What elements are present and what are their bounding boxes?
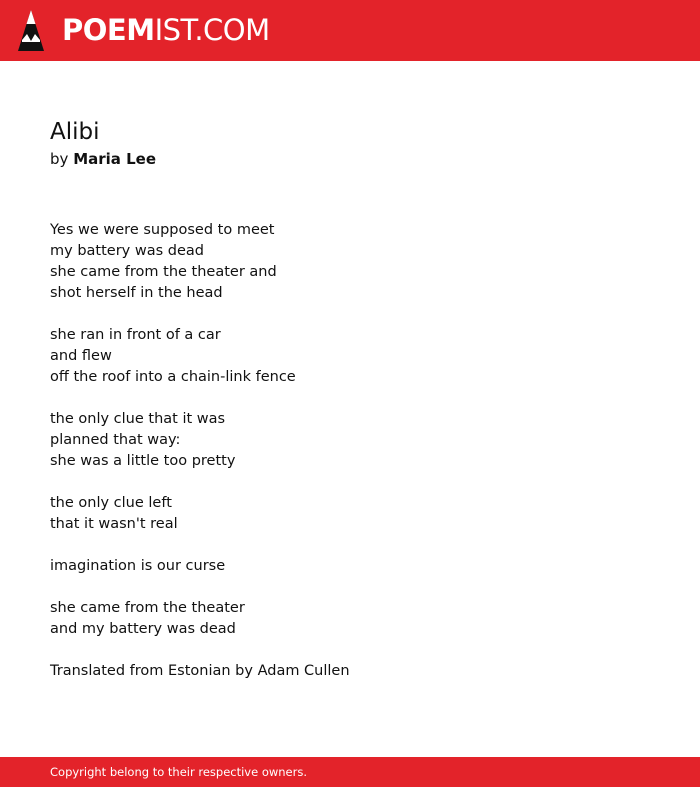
copyright-text: Copyright belong to their respective owners. (50, 765, 308, 779)
poem-content (50, 117, 650, 682)
poem-line: she came from the theater (50, 600, 245, 616)
poem-line: my battery was dead (50, 243, 204, 259)
poem-body (50, 220, 650, 682)
poem-line: Yes we were supposed to meet (50, 222, 275, 238)
logo-text-bold: POEM (62, 13, 155, 47)
poem-line: the only clue left (50, 495, 172, 511)
translator-note: Translated from Estonian by Adam Cullen (50, 663, 350, 679)
poem-line: shot herself in the head (50, 285, 223, 301)
poem-line: and flew (50, 348, 112, 364)
stanza (50, 493, 650, 535)
poem-line: and my battery was dead (50, 621, 236, 637)
stanza (50, 325, 650, 388)
poem-line: imagination is our curse (50, 558, 226, 574)
by-label: by (50, 150, 69, 168)
stanza (50, 598, 650, 640)
poem-line: she was a little too pretty (50, 453, 236, 469)
poem-line: the only clue that it was (50, 411, 226, 427)
stanza (50, 409, 650, 472)
poem-title: Alibi (50, 119, 100, 145)
poem-line: planned that way: (50, 432, 181, 448)
poem-line: she ran in front of a car (50, 327, 221, 343)
stanza (50, 220, 650, 304)
byline (50, 148, 650, 170)
site-logo-link[interactable] (62, 13, 270, 47)
site-footer (0, 757, 700, 787)
poem-line: that it wasn't real (50, 516, 178, 532)
logo-text-light: IST.COM (154, 13, 270, 47)
pencil-tip-icon[interactable] (18, 10, 44, 51)
poem-line: off the roof into a chain-link fence (50, 369, 296, 385)
author-name: Maria Lee (73, 150, 157, 168)
site-header (0, 0, 700, 61)
poem-line: she came from the theater and (50, 264, 277, 280)
stanza (50, 556, 650, 577)
